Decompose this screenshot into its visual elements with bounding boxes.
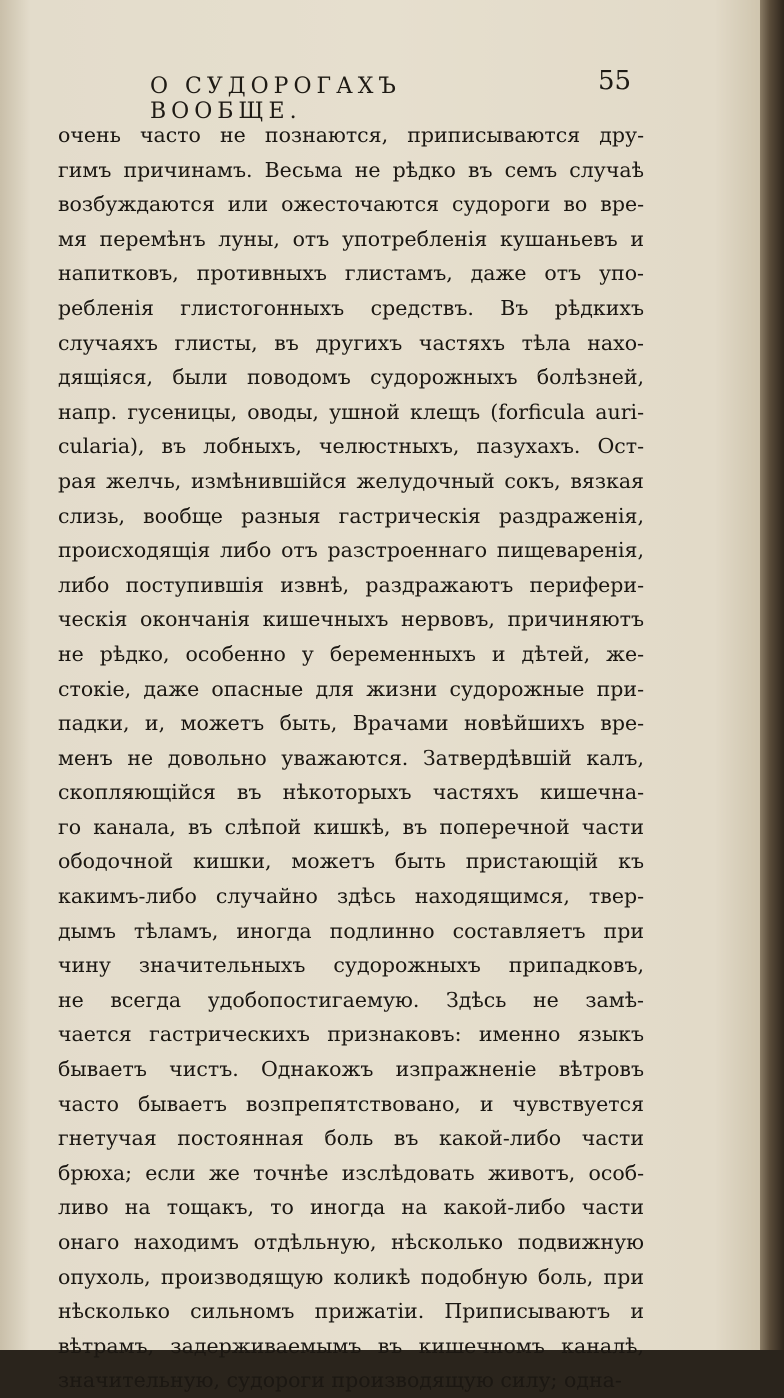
running-head: О СУДОРОГАХЪ ВООБЩЕ. xyxy=(150,74,401,124)
text-line: ливо на тощакъ, то иногда на какой-либо части xyxy=(58,1195,644,1220)
text-line: не рѣдко, особенно у беременныхъ и дѣтей, же- xyxy=(58,641,644,666)
text-line: гнетучая постоянная боль въ какой-либо части xyxy=(58,1126,644,1151)
book-edge xyxy=(760,0,784,1350)
text-line: происходящія либо отъ разстроеннаго пищеваренія, xyxy=(58,538,644,563)
text-line: значительную, судороги производящую силу; одна- xyxy=(58,1368,622,1393)
text-line: напитковъ, противныхъ глистамъ, даже отъ упо- xyxy=(58,261,644,286)
text-line: падки, и, можетъ быть, Врачами новѣйшихъ вре- xyxy=(58,711,644,736)
text-line: вѣтрамъ, задерживаемымъ въ кишечномъ каналѣ, xyxy=(58,1333,644,1358)
text-line: слизь, вообще разныя гастрическія раздраженія, xyxy=(58,503,644,528)
text-line: нѣсколько сильномъ прижатіи. Приписываютъ и xyxy=(58,1299,644,1324)
text-line: бываетъ чистъ. Однакожъ изпражненіе вѣтровъ xyxy=(58,1057,644,1082)
text-line: дымъ тѣламъ, иногда подлинно составляетъ при xyxy=(58,918,644,943)
text-line: случаяхъ глисты, въ другихъ частяхъ тѣла нахо- xyxy=(58,330,644,355)
text-line: стокіе, даже опасные для жизни судорожные при- xyxy=(58,676,644,701)
text-line: дящіяся, были поводомъ судорожныхъ болѣзней, xyxy=(58,365,644,390)
text-line: часто бываетъ возпрепятствовано, и чувствуется xyxy=(58,1091,644,1116)
text-line: напр. гусеницы, оводы, ушной клещъ (forficula auri- xyxy=(58,399,644,424)
text-line: ободочной кишки, можетъ быть пристающій къ xyxy=(58,849,644,874)
body-text xyxy=(58,118,644,1398)
page-number: 55 xyxy=(598,66,632,96)
text-line: ческія окончанія кишечныхъ нервовъ, причиняютъ xyxy=(58,607,644,632)
text-line: cularia), въ лобныхъ, челюстныхъ, пазухахъ. Ост- xyxy=(58,434,644,459)
text-line: опухоль, производящую коликѣ подобную боль, при xyxy=(58,1264,644,1289)
text-line: чину значительныхъ судорожныхъ припадковъ, xyxy=(58,953,644,978)
text-line: какимъ-либо случайно здѣсь находящимся, твер- xyxy=(58,884,644,909)
text-line: рая желчь, измѣнившійся желудочный сокъ, вязкая xyxy=(58,468,644,493)
text-line: очень часто не познаются, приписываются дру- xyxy=(58,123,644,147)
text-line: возбуждаются или ожесточаются судороги во вре- xyxy=(58,192,644,217)
text-line: либо поступившія извнѣ, раздражаютъ перифери- xyxy=(58,572,644,597)
text-line: ребленія глистогонныхъ средствъ. Въ рѣдкихъ xyxy=(58,295,644,320)
text-line: брюха; если же точнѣе изслѣдовать животъ, особ- xyxy=(58,1160,644,1185)
text-line: онаго находимъ отдѣльную, нѣсколько подвижную xyxy=(58,1230,644,1254)
text-line: го канала, въ слѣпой кишкѣ, въ поперечной части xyxy=(58,814,644,839)
text-line: скопляющійся въ нѣкоторыхъ частяхъ кишечна- xyxy=(58,780,644,805)
text-line: менъ не довольно уважаются. Затвердѣвшій калъ, xyxy=(58,745,644,770)
text-line: мя перемѣнъ луны, отъ употребленія кушаньевъ и xyxy=(58,226,644,251)
text-line: не всегда удобопостигаемую. Здѣсь не замѣ- xyxy=(58,987,644,1012)
text-line: чается гастрическихъ признаковъ: именно языкъ xyxy=(58,1022,644,1047)
text-line: гимъ причинамъ. Весьма не рѣдко въ семъ случаѣ xyxy=(58,157,644,182)
